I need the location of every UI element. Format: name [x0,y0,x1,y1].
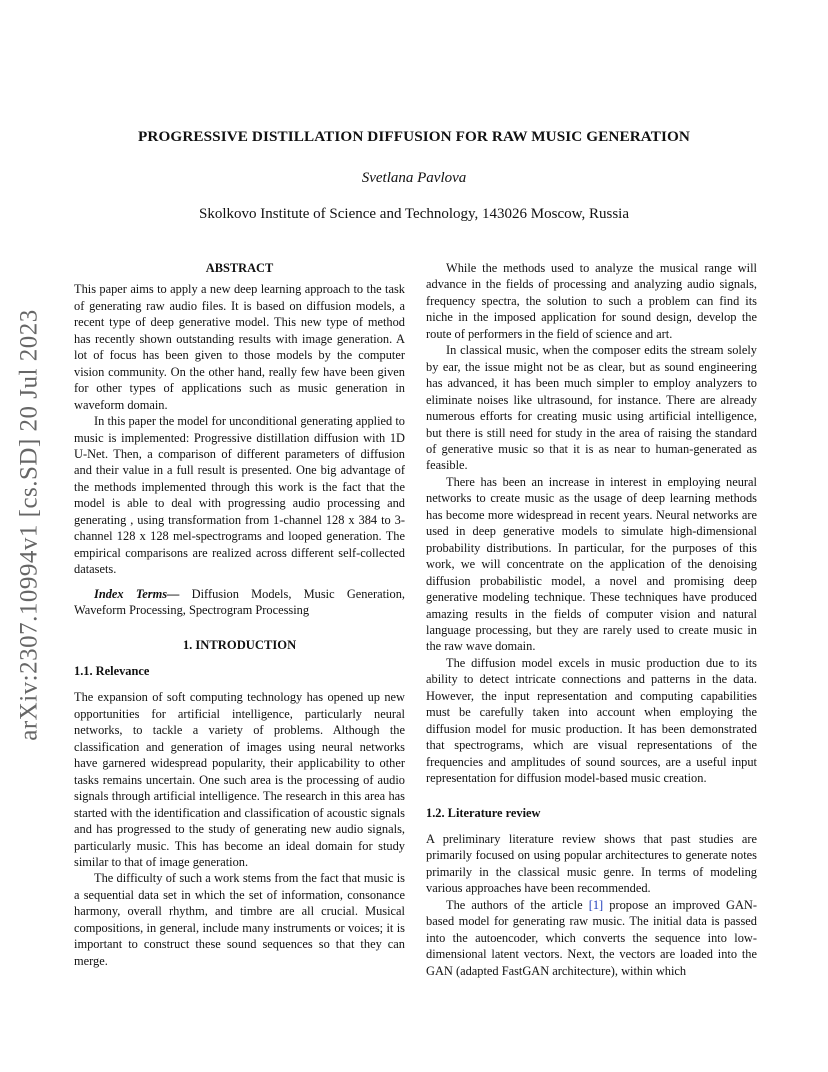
literature-paragraph-1: A preliminary literature review shows that past studies are primarily focused on using popular architectures to generate notes primarily in the classical music genre. In terms of modeling various approaches have been recommended. [426,831,757,896]
abstract-heading: ABSTRACT [205,261,274,275]
abstract-paragraph-1: This paper aims to apply a new deep learning approach to the task of generating raw audio files. It is based on diffusion models, a recent type of deep generative model. This new type of method has recently shown outstanding results with image generation. A lot of focus has been given to those models by the computer vision community. On the other hand, really few have been given for other types of applications such as music generation in waveform domain. [74,282,405,412]
citation-link-1[interactable]: [1] [588,897,604,912]
literature-paragraph-2 [426,897,757,979]
literature-review-heading: 1.2. Literature review [426,805,541,820]
literature-paragraph-2-end: propose an improved GAN-based model for generating raw music. The initial data is passed into the autoencoder, which converts the sequence into low-dimensional latent vectors. Next, the vectors are loaded into the GAN (adapted FastGAN architecture), within which [426,897,757,978]
author-affiliation: Skolkovo Institute of Science and Technology, 143026 Moscow, Russia [198,206,629,222]
paper-title: PROGRESSIVE DISTILLATION DIFFUSION FOR RAW MUSIC GENERATION [138,128,690,145]
introduction-heading: 1. INTRODUCTION [182,637,297,652]
literature-paragraph-2-start: The authors of the article [446,897,589,912]
relevance-heading: 1.1. Relevance [74,663,150,678]
index-terms [74,586,405,619]
author-name: Svetlana Pavlova [361,170,467,186]
intro-paragraph-3: While the methods used to analyze the musical range will advance in the fields of processing and analyzing audio signals, frequency spectra, the solution to such a problem can find its niche in the imposed application for sound design, develop the route of performers in the field of science and art. [426,261,757,341]
left-column [74,260,405,969]
arxiv-identifier [8,290,52,760]
intro-paragraph-4: In classical music, when the composer edits the stream solely by ear, the issue might not be as clear, but as sound engineering has advanced, it has been much simpler to employ analyzers to eliminate noises like ultrasound, for instance. There are already numerous efforts for creating music using artificial intelligence, but there is still need for study in the area of raising the standard of generative music so that it is as near to human-generated as feasible. [426,343,757,473]
intro-paragraph-1: The expansion of soft computing technology has opened up new opportunities for artificial intelligence, particularly neural networks, to tackle a variety of problems. Although the classification and generation of images using neural networks have garnered widespread popularity, their applicability to other tasks remains uncertain. One such area is the processing of audio signals through artificial intelligence. The research in this area has started with the identification and classification of acoustic signals and has progressed to the study of generating new audio signals, particularly music. This has become an ideal domain for study similar to that of image generation. [74,690,405,869]
arxiv-identifier-text: arXiv:2307.10994v1 [cs.SD] 20 Jul 2023 [16,309,44,741]
index-terms-list: Diffusion Models, Music Generation, Waveform Processing, Spectrogram Processing [74,586,405,618]
intro-paragraph-2: The difficulty of such a work stems from the fact that music is a sequential data set in which the set of information, consonance harmony, overall rhythm, and timbre are all crucial. Musical compositions, in general, include many instruments or voices; it is important to construct these sound sequences so that they can merge. [74,871,405,968]
right-column [426,260,757,979]
index-terms-label: Index Terms— [94,586,180,601]
intro-paragraph-5: There has been an increase in interest in employing neural networks to create music as the usage of deep learning methods has become more widespread in recent years. Neural networks are used in deep generative models to simulate high-dimensional probability distributions. In particular, for the purposes of this work, we will concentrate on the application of the denoising diffusion probabilistic model, a novel and promising deep generative modeling technique. These techniques have produced amazing results in the fields of computer vision and natural language processing, but they are rarely used to create music in the raw wave domain. [426,474,757,654]
intro-paragraph-6: The diffusion model excels in music production due to its ability to detect intricate connections and patterns in the data. However, the input representation and computing capabilities must be carefully taken into account when employing the diffusion model for music production. It has been demonstrated that spectrograms, which are visual representations of the frequencies and amplitudes of sound sources, are a useful input representation for diffusion model-based music creation. [426,655,757,786]
abstract-paragraph-2: In this paper the model for unconditional generating applied to music is implemented: Progressive distillation diffusion with 1D U-Net. Then, a comparison of different parameters of diffusion and their value in a full result is presented. One big advantage of the methods implemented through this work is the fact that the model is able to deal with progressing audio processing and generating , using transformation from 1-channel 128 x 384 to 3-channel 128 x 128 mel-spectrograms and looped generation. The empirical comparisons are realized across different self-collected datasets. [74,414,405,577]
